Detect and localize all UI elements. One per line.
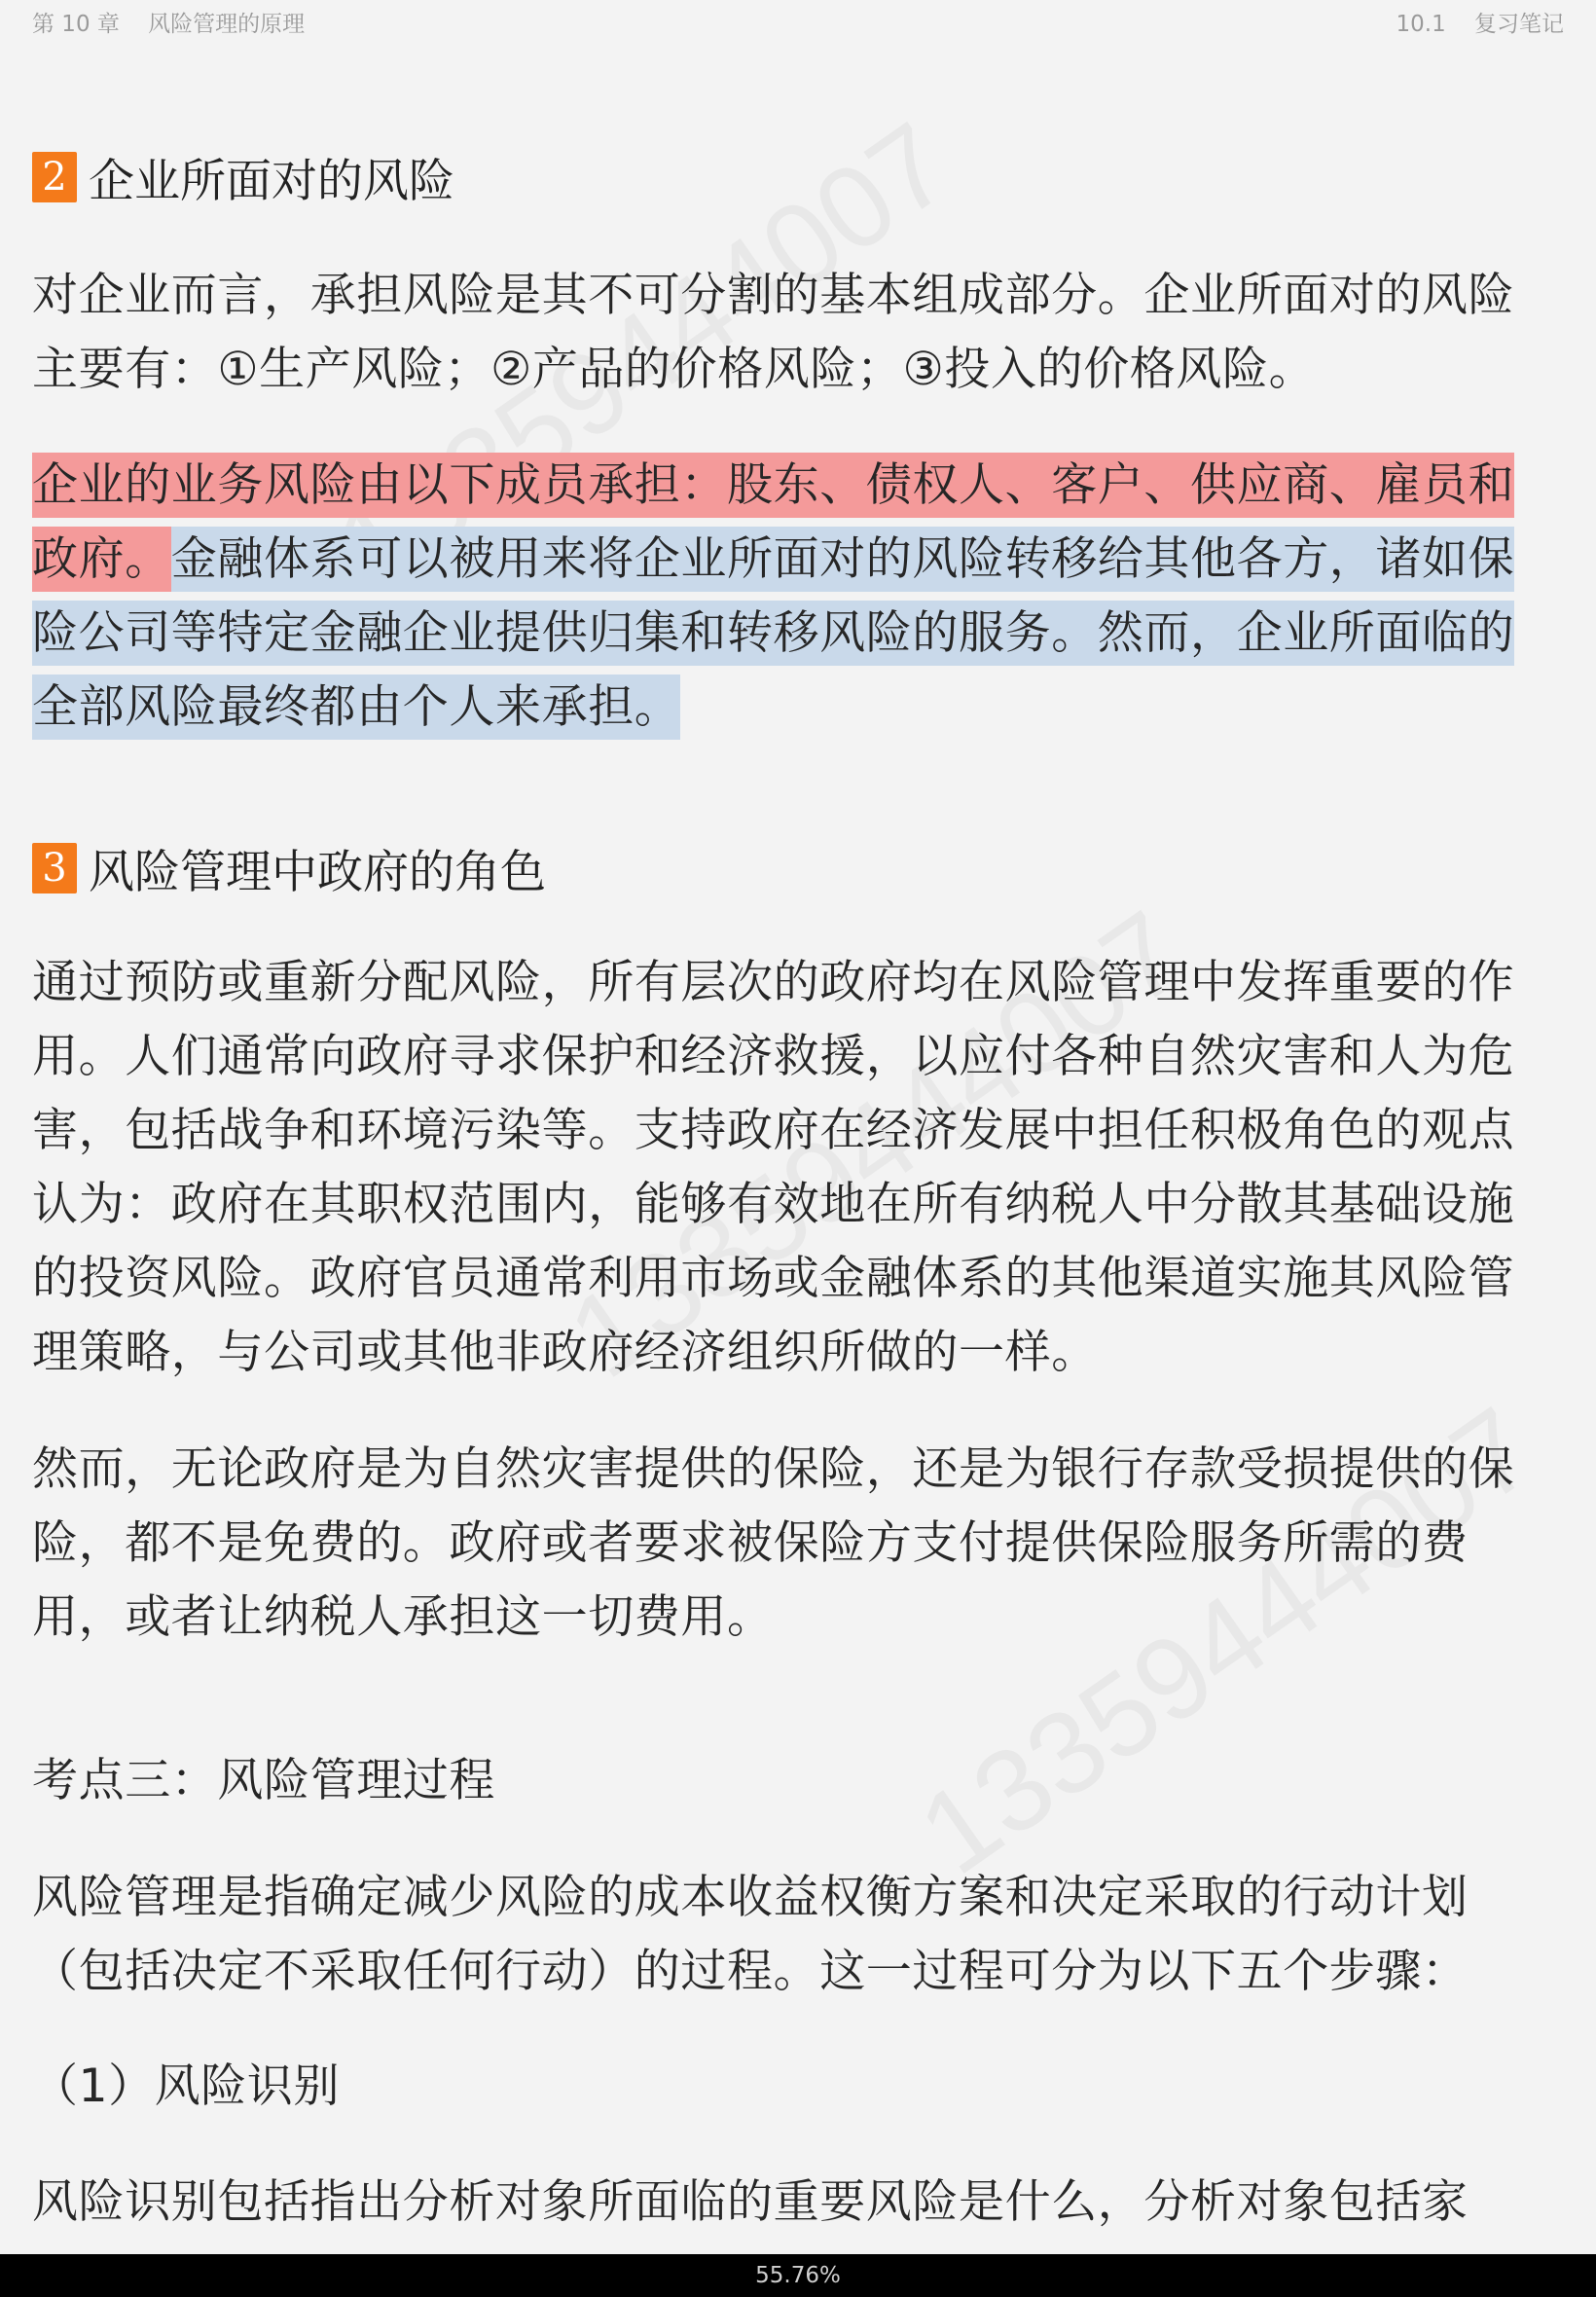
section-heading-text: 企业所面对的风险 [89, 154, 454, 208]
highlight-blue[interactable]: 金融体系可以被用来将企业所面对的风险转移给其他各方，诸如保险公司等特定金融企业提供归集和转移风险的服务。然而，企业所面临的全部风险最终都由个人来承担。 [32, 527, 1514, 740]
section-heading-text: 风险管理中政府的角色 [89, 845, 546, 899]
paragraph: 然而，无论政府是为自然灾害提供的保险，还是为银行存款受损提供的保险，都不是免费的。政府或者要求被保险方支付提供保险服务所需的费用，或者让纳税人承担这一切费用。 [32, 1442, 1515, 1644]
highlight-red[interactable]: 企业的业务风险由以下成员承担：股东、债权人、客户、供应商、雇员和政府。 [32, 453, 1514, 592]
point-heading: 考点三：风险管理过程 [32, 1754, 495, 1807]
highlighted-paragraph[interactable] [32, 449, 1531, 745]
reading-progress: 55.76% [755, 2263, 841, 2288]
reader-header [0, 0, 1596, 43]
paragraph: 风险管理是指确定减少风险的成本收益权衡方案和决定采取的行动计划（包括决定不采取任何行动）的过程。这一过程可分为以下五个步骤： [32, 1871, 1469, 1998]
section-number-badge: 3 [32, 843, 77, 893]
paragraph: 通过预防或重新分配风险，所有层次的政府均在风险管理中发挥重要的作用。人们通常向政府寻求保护和经济救援，以应付各种自然灾害和人为危害，包括战争和环境污染等。支持政府在经济发展中担任积极角色的观点认为：政府在其职权范围内，能够有效地在所有纳税人中分散其基础设施的投资风险。政府官员通常利用市场或金融体系的其他渠道实施其风险管理策略，与公司或其他非政府经济组织所做的一样。 [32, 956, 1515, 1379]
paragraph: 对企业而言，承担风险是其不可分割的基本组成部分。企业所面对的风险主要有：①生产风险；②产品的价格风险；③投入的价格风险。 [32, 269, 1515, 396]
paragraph: 风险识别包括指出分析对象所面临的重要风险是什么，分析对象包括家 [32, 2175, 1469, 2229]
step-heading: （1）风险识别 [32, 2060, 341, 2113]
section-heading [32, 150, 454, 208]
reading-progress-bar [0, 2254, 1596, 2297]
section-heading [32, 841, 546, 899]
section-number-badge: 2 [32, 152, 77, 202]
section-title: 10.1 复习笔记 [1396, 12, 1564, 37]
chapter-title: 第 10 章 风险管理的原理 [32, 12, 306, 37]
